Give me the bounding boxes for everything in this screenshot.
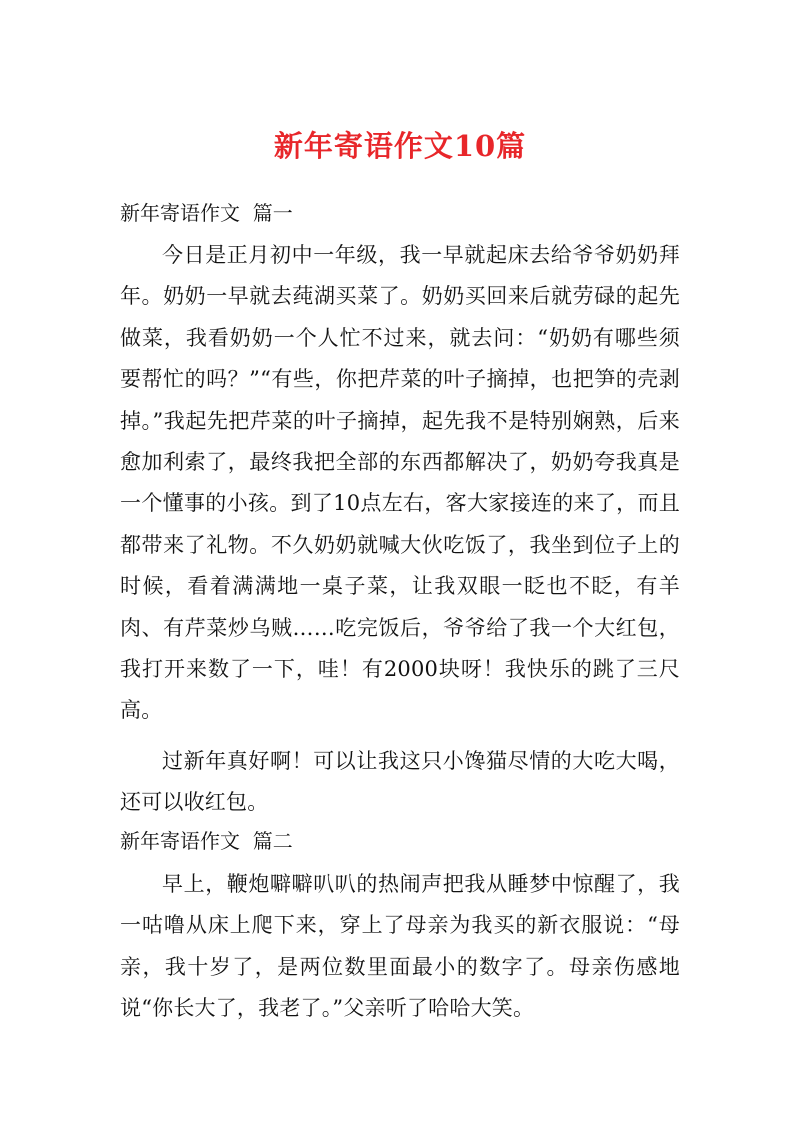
paragraph-3: 早上，鞭炮噼噼叭叭的热闹声把我从睡梦中惊醒了，我一咕噜从床上爬下来，穿上了母亲为我买的新衣服说：“母亲，我十岁了，是两位数里面最小的数字了。母亲伤感地说“你长大了，我老了。”父亲听了哈哈大笑。 (120, 872, 680, 1021)
section-heading-1: 新年寄语作文 篇一 (120, 201, 293, 225)
document-title: 新年寄语作文10篇 (273, 129, 527, 163)
paragraph-2: 过新年真好啊！可以让我这只小馋猫尽情的大吃大喝，还可以收红包。 (120, 749, 680, 815)
paragraph-1: 今日是正月初中一年级，我一早就起床去给爷爷奶奶拜年。奶奶一早就去莼湖买菜了。奶奶买回来后就劳碌的起先做菜，我看奶奶一个人忙不过来，就去问：“奶奶有哪些须要帮忙的吗？”“有些，你把芹菜的叶子摘掉，也把笋的壳剥掉。”我起先把芹菜的叶子摘掉，起先我不是特别娴熟，后来愈加利索了，最终我把全部的东西都解决了，奶奶夸我真是一个懂事的小孩。到了10点左右，客大家接连的来了，而且都带来了礼物。不久奶奶就喊大伙吃饭了，我坐到位子上的时候，看着满满地一桌子菜，让我双眼一眨也不眨，有羊肉、有芹菜炒乌贼……吃完饭后，爷爷给了我一个大红包，我打开来数了一下，哇！有2000块呀！我快乐的跳了三尺高。 (120, 243, 680, 723)
section-heading-2: 新年寄语作文 篇二 (120, 829, 293, 853)
